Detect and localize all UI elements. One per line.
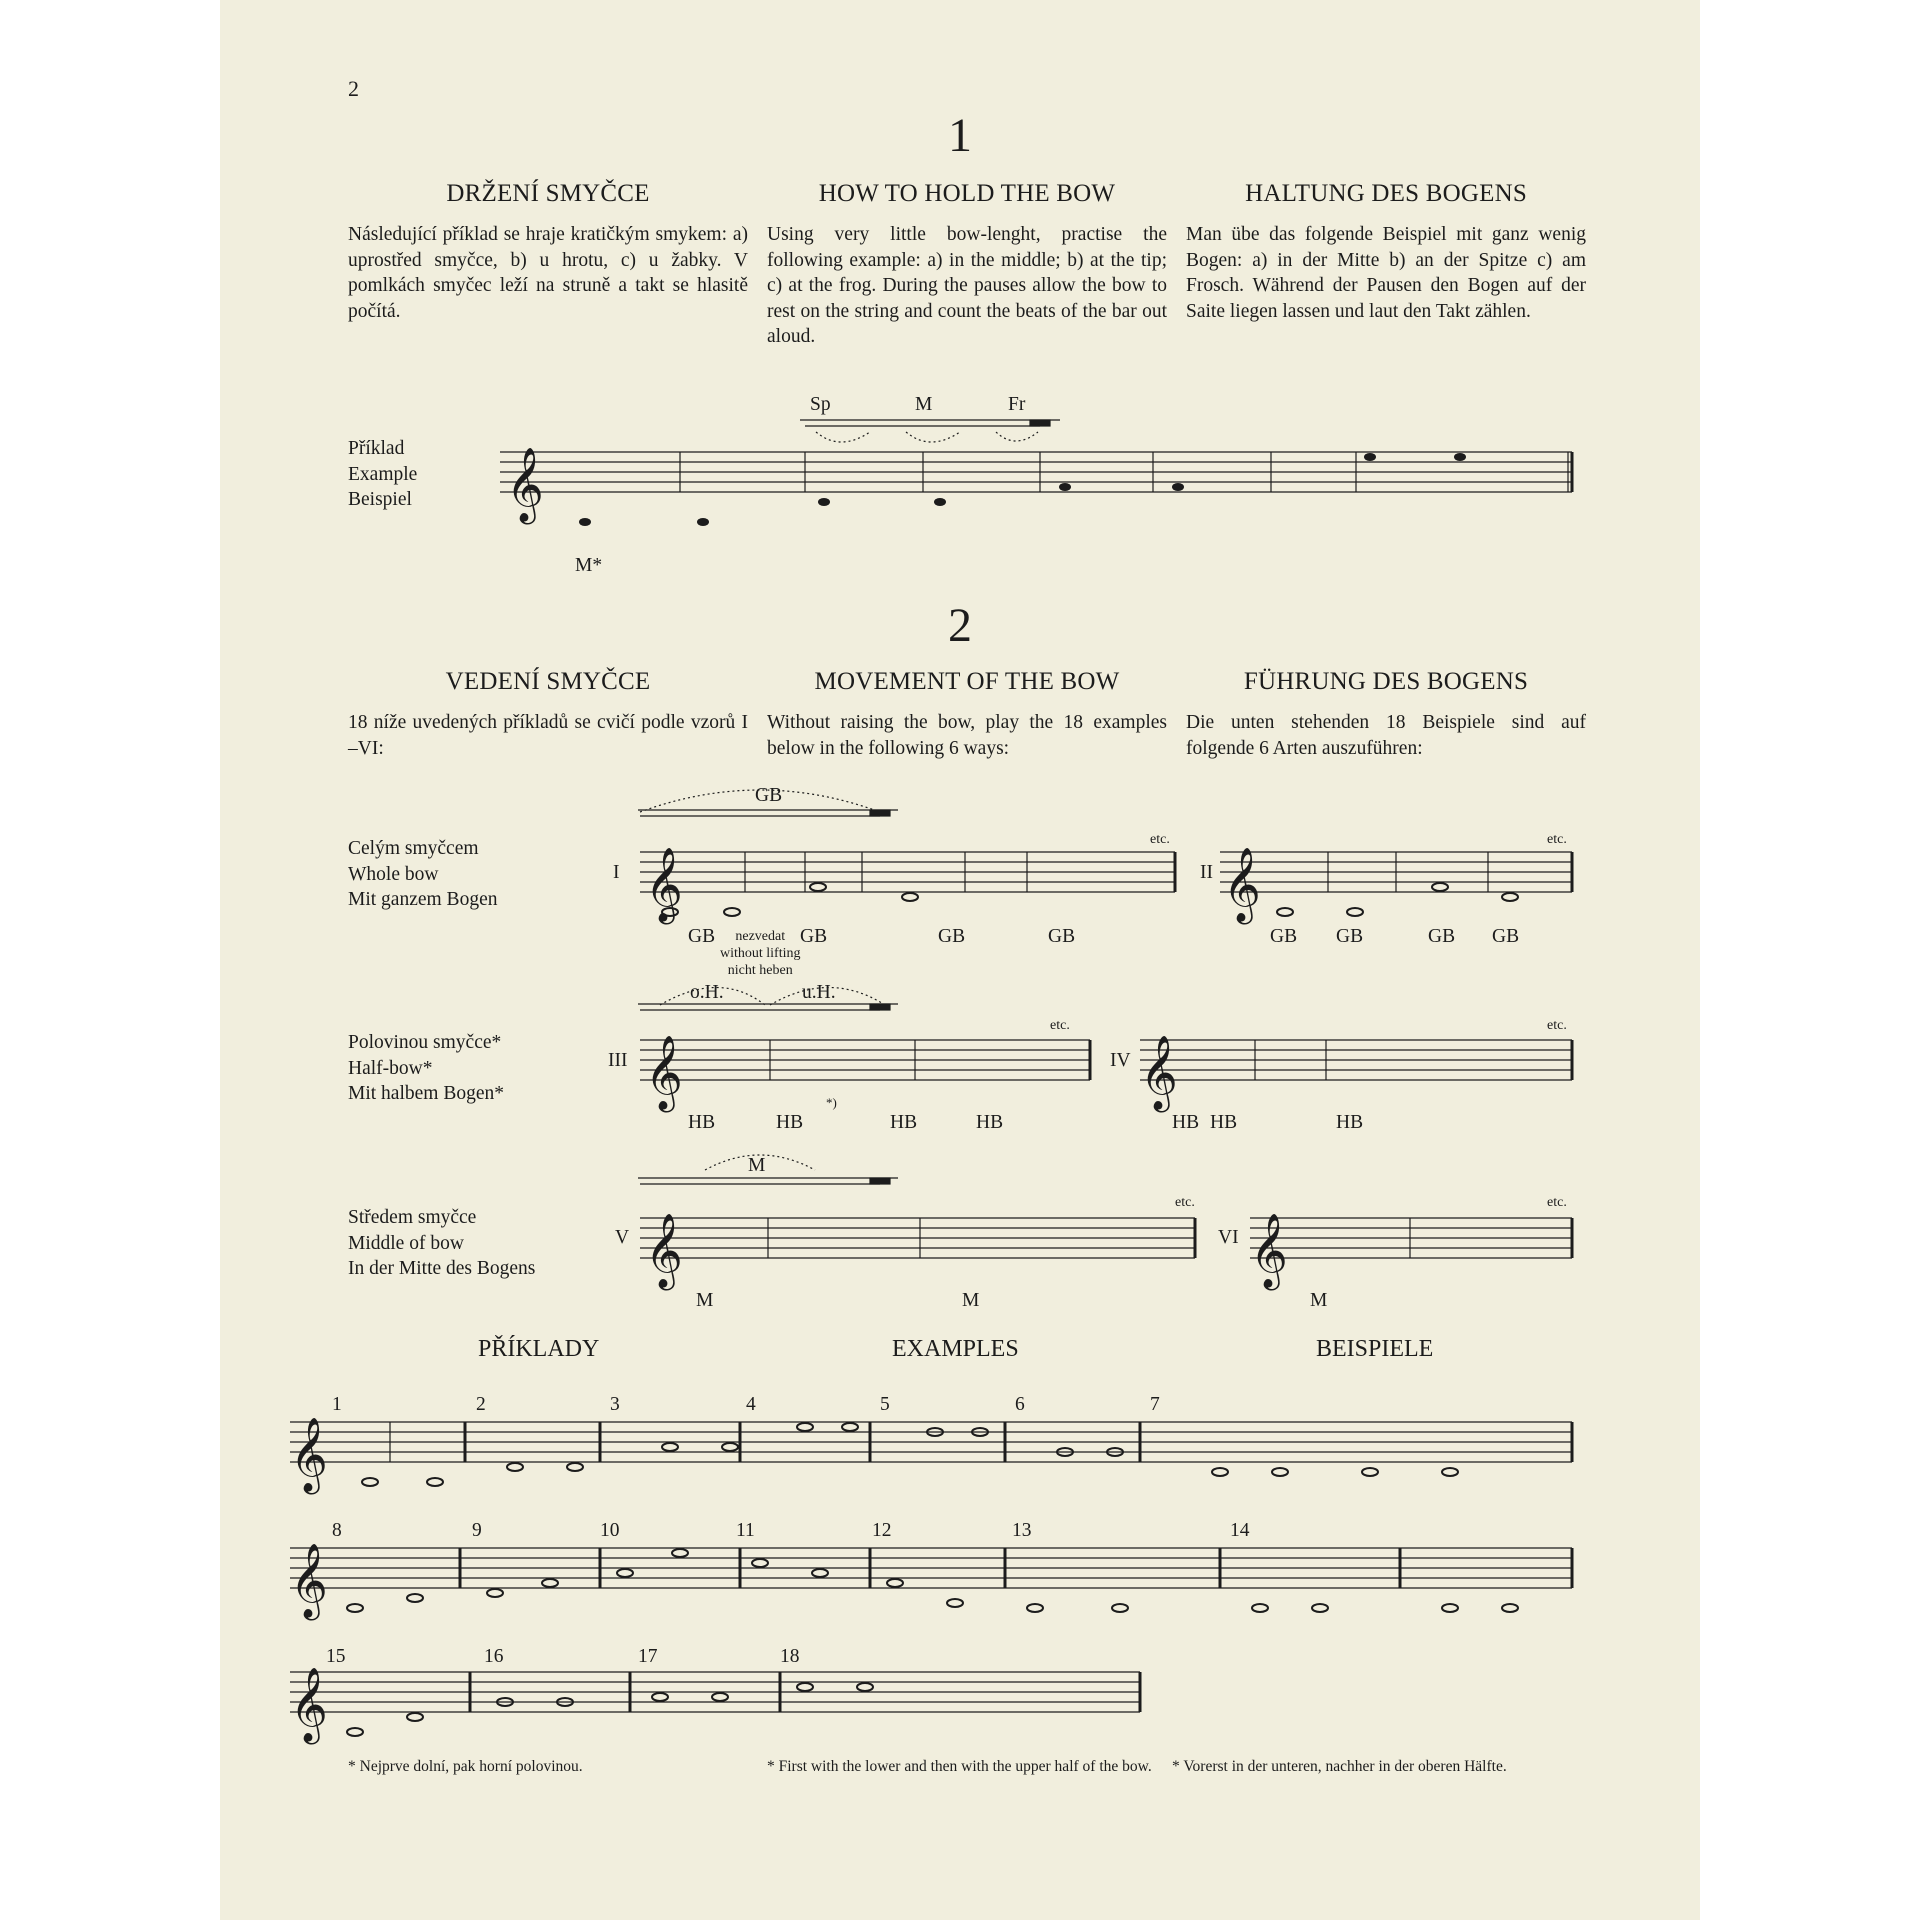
half-bow-label: HB (1336, 1112, 1364, 1133)
svg-text:𝄞: 𝄞 (290, 1419, 328, 1490)
example-number: 17 (638, 1646, 658, 1667)
group-label-middle-bow: Středem smyčce Middle of bow In der Mitte des Bogens (348, 1207, 536, 1279)
section2-german-column (1186, 668, 1586, 761)
section1-german-heading: HALTUNG DES BOGENS (1245, 180, 1527, 207)
section2-english-heading: MOVEMENT OF THE BOW (814, 668, 1120, 695)
example-number: 4 (746, 1394, 756, 1415)
footnote-english: * First with the lower and then with the upper half of the bow. (767, 1758, 1152, 1775)
note-heads (579, 453, 1466, 526)
music-notation-layer (220, 0, 1700, 1920)
section2-english-column (767, 668, 1167, 761)
whole-bow-label: GB (1336, 926, 1364, 947)
example-number: 2 (476, 1394, 486, 1415)
staff-pattern-3 (640, 1040, 1090, 1080)
bow-icon-middle (638, 1155, 898, 1184)
etc-mark: etc. (1547, 832, 1567, 847)
svg-text:𝄞: 𝄞 (1250, 1215, 1288, 1286)
pattern-label-5: V (615, 1227, 630, 1248)
section-number-1: 1 (948, 109, 972, 162)
pattern-label-3: III (608, 1050, 628, 1071)
pattern-label-4: IV (1110, 1050, 1131, 1071)
section-number-2: 2 (948, 599, 972, 652)
bow-icon-half (638, 988, 898, 1011)
example-number: 13 (1012, 1520, 1032, 1541)
middle-bow-label: M (696, 1290, 714, 1311)
section1-czech-heading: DRŽENÍ SMYČCE (446, 180, 650, 207)
example-label: Příklad Example Beispiel (348, 438, 418, 510)
svg-text:𝄞: 𝄞 (645, 849, 683, 920)
section2-english-text: Without raising the bow, play the 18 examples below in the following 6 ways: (767, 712, 1167, 759)
example-number: 5 (880, 1394, 890, 1415)
bow-icon (800, 420, 1060, 442)
bow-mark-upper-half: o.H. (690, 982, 724, 1003)
example-number: 3 (610, 1394, 620, 1415)
example-number: 7 (1150, 1394, 1160, 1415)
no-lift-note: nezvedat without lifting nicht heben (720, 929, 801, 978)
svg-text:𝄞: 𝄞 (1140, 1037, 1178, 1108)
bow-mark-tip: Sp (810, 394, 831, 415)
middle-bow-label: M (1310, 1290, 1328, 1311)
footnote-czech: * Nejprve dolní, pak horní polovinou. (348, 1758, 583, 1775)
example-number: 9 (472, 1520, 482, 1541)
pattern-label-2: II (1200, 862, 1213, 883)
staff-pattern-4 (1140, 1040, 1572, 1080)
svg-text:𝄞: 𝄞 (290, 1545, 328, 1616)
section2-german-heading: FÜHRUNG DES BOGENS (1243, 668, 1529, 695)
svg-text:𝄞: 𝄞 (645, 1037, 683, 1108)
half-bow-label: HB (1172, 1112, 1200, 1133)
svg-text:𝄞: 𝄞 (645, 1215, 683, 1286)
svg-text:𝄞: 𝄞 (1223, 849, 1261, 920)
middle-bow-label: M (962, 1290, 980, 1311)
section2-czech-heading: VEDENÍ SMYČCE (445, 668, 651, 695)
half-bow-label: HB (890, 1112, 918, 1133)
section1-czech-text: Následující příklad se hraje kratičkým smykem: a) uprostřed smyčce, b) u hrotu, c) u žabky. V pomlkách smyčec leží na struně a takt se hlasitě počítá. (348, 224, 748, 322)
half-bow-label: HB (776, 1112, 804, 1133)
whole-bow-label: GB (1270, 926, 1298, 947)
example-number: 14 (1230, 1520, 1250, 1541)
whole-notes (347, 883, 1518, 1736)
staff-pattern-6 (1250, 1218, 1572, 1258)
svg-text:𝄞: 𝄞 (290, 1669, 328, 1740)
section2-german-text: Die unten stehenden 18 Beispiele sind auf folgende 6 Arten auszuführen: (1186, 712, 1586, 759)
example-number: 8 (332, 1520, 342, 1541)
half-bow-label: HB (688, 1112, 716, 1133)
half-bow-label: HB (976, 1112, 1004, 1133)
examples-heading-german: BEISPIELE (1316, 1336, 1434, 1362)
example-number: 18 (780, 1646, 800, 1667)
etc-mark: etc. (1150, 832, 1170, 847)
example-number: 15 (326, 1646, 346, 1667)
examples-heading-czech: PŘÍKLADY (478, 1336, 600, 1362)
whole-bow-label: GB (1048, 926, 1076, 947)
etc-mark: etc. (1547, 1195, 1567, 1210)
svg-text:𝄞: 𝄞 (506, 449, 544, 520)
group-label-whole-bow: Celým smyčcem Whole bow Mit ganzem Bogen (348, 838, 498, 910)
staff-examples-2 (290, 1548, 1572, 1588)
middle-mark-star: M* (575, 555, 603, 576)
staff-pattern-5 (640, 1218, 1195, 1258)
section2-czech-text: 18 níže uvedených příkladů se cvičí podle vzorů I –VI: (348, 712, 748, 759)
half-bow-label: HB (1210, 1112, 1238, 1133)
staff-1 (500, 452, 1572, 492)
etc-mark: etc. (1050, 1018, 1070, 1033)
section1-english-heading: HOW TO HOLD THE BOW (818, 180, 1116, 207)
staff-pattern-2 (1220, 852, 1572, 892)
pattern-label-1: I (613, 862, 620, 883)
example-number: 12 (872, 1520, 892, 1541)
etc-mark: etc. (1547, 1018, 1567, 1033)
example-number: 11 (736, 1520, 755, 1541)
staff-pattern-1 (640, 852, 1175, 892)
whole-bow-label: GB (688, 926, 716, 947)
music-page (220, 0, 1700, 1920)
example-number: 10 (600, 1520, 620, 1541)
example-number: 16 (484, 1646, 504, 1667)
section1-german-text: Man übe das folgende Beispiel mit ganz wenig Bogen: a) in der Mitte b) an der Spitze c) am Frosch. Während der Pausen den Bogen auf der Saite liegen lassen und laut den Takt zählen. (1186, 224, 1586, 322)
bow-mark-middle: M (915, 394, 933, 415)
whole-bow-label: GB (800, 926, 828, 947)
example-number: 1 (332, 1394, 342, 1415)
group-label-half-bow: Polovinou smyčce* Half-bow* Mit halbem Bogen* (348, 1032, 504, 1104)
footnote-marker: *) (826, 1095, 837, 1110)
whole-bow-label: GB (1428, 926, 1456, 947)
whole-bow-label: GB (938, 926, 966, 947)
section2-czech-column (348, 668, 748, 761)
bow-mark-frog: Fr (1008, 394, 1026, 415)
bow-mark-gb: GB (755, 785, 783, 806)
footnote-german: * Vorerst in der unteren, nachher in der oberen Hälfte. (1172, 1758, 1507, 1775)
section1-english-text: Using very little bow-lenght, practise the following example: a) in the middle; b) at the tip; c) at the frog. During the pauses allow the bow to rest on the string and count the beats of the bar out aloud. (767, 224, 1167, 347)
pattern-label-6: VI (1218, 1227, 1239, 1248)
etc-mark: etc. (1175, 1195, 1195, 1210)
page-number: 2 (348, 76, 359, 101)
examples-heading-english: EXAMPLES (892, 1336, 1019, 1362)
whole-bow-label: GB (1492, 926, 1520, 947)
bow-mark-lower-half: u.H. (802, 982, 836, 1003)
staff-examples-3 (290, 1672, 1140, 1712)
example-number: 6 (1015, 1394, 1025, 1415)
bow-mark-m: M (748, 1155, 766, 1176)
